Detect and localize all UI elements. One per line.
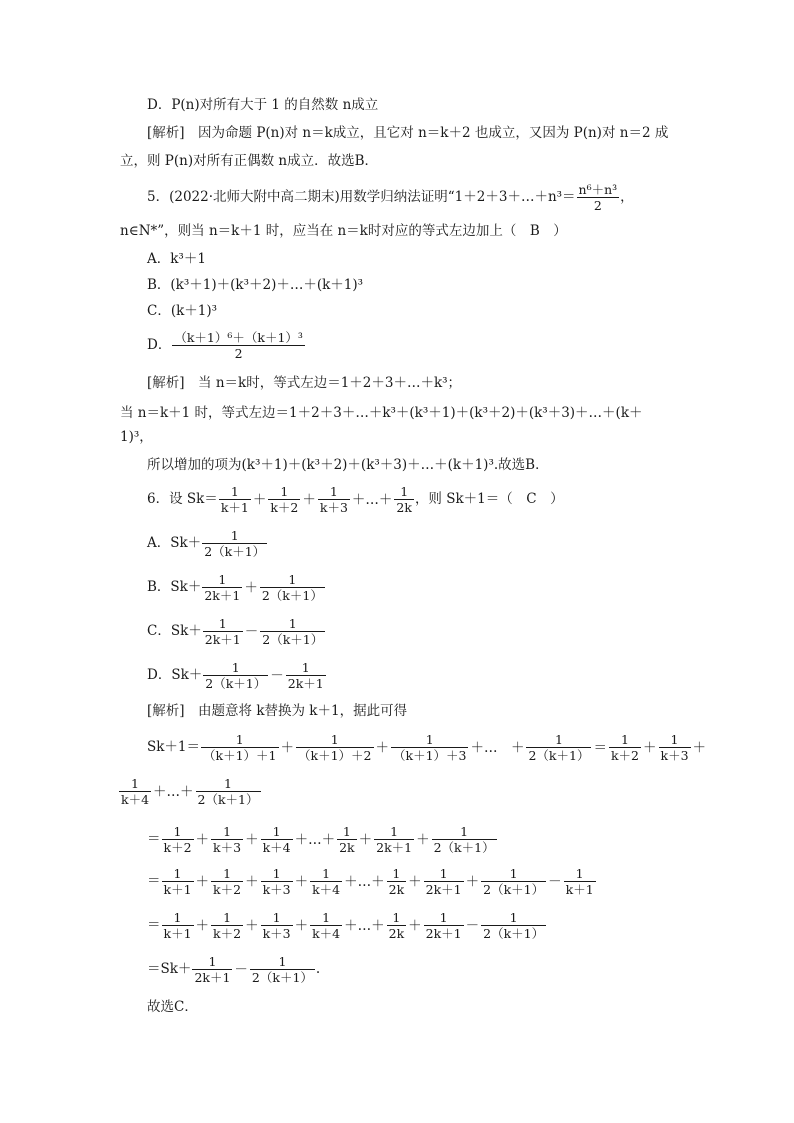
analysis-5-line-1: [解析] 当 n＝k时，等式左边＝1＋2＋3＋…＋k³；	[147, 375, 462, 391]
option-c: C．Sk＋ $\frac{1}{2k+1}$ － $\frac{1}{2(k+1)}$	[147, 616, 324, 647]
analysis-6-eq-4: ＝ $\frac{1}{k+1}$ ＋ $\frac{1}{k+2}$ ＋ $\frac{1}{k+3}$ ＋ $\frac{1}{k+4}$ ＋…＋ $\frac{1}{2k}$ ＋ $\frac{1}{2k+1}$ － $\frac{1}{2(k+1)}$	[147, 910, 545, 941]
option-b: B．(k³＋1)＋(k³＋2)＋…＋(k＋1)³	[147, 277, 364, 293]
analysis-6-intro: [解析] 由题意将 k替换为 k＋1，据此可得	[147, 703, 408, 719]
option-d: D． $\frac{\text{（k＋1）⁶＋（k＋1）³}}{2}$	[147, 330, 303, 361]
analysis-5-line-2: 当 n＝k＋1 时，等式左边＝1＋2＋3＋…＋k³＋(k³＋1)＋(k³＋2)＋(k³＋3)＋…＋(k＋	[120, 405, 643, 421]
fraction: $\frac{\text{（k＋1）⁶＋（k＋1）³}}{2}$	[174, 330, 303, 361]
analysis-6-eq-3: ＝ $\frac{1}{k+1}$ ＋ $\frac{1}{k+2}$ ＋ $\frac{1}{k+3}$ ＋ $\frac{1}{k+4}$ ＋…＋ $\frac{1}{2k}$ ＋ $\frac{1}{2k+1}$ ＋ $\frac{1}{2(k+1)}$ － $\frac{1}{k+1}$	[147, 866, 594, 897]
fraction: $\frac{\text{n⁶＋n³}}{2}$	[578, 182, 618, 213]
analysis-line-1: [解析] 因为命题 P(n)对 n＝k成立，且它对 n＝k＋2 也成立，又因为 P(n)对 n＝2 成	[147, 125, 669, 141]
analysis-6-eq-5: ＝Sk＋ $\frac{1}{2k+1}$ － $\frac{1}{2(k+1)}$ .	[147, 954, 321, 985]
option-d: D．Sk＋ $\frac{1}{2(k+1)}$ － $\frac{1}{2k+1}$	[147, 660, 324, 691]
option-a: A．Sk＋ $\frac{1}{2(k+1)}$	[147, 528, 266, 559]
option-a: A．k³＋1	[147, 251, 206, 267]
question-5-text: 5．(2022·北师大附中高二期末)用数学归纳法证明“1＋2＋3＋…＋n³＝	[147, 189, 576, 205]
analysis-5-line-3: 1)³，	[120, 429, 153, 445]
question-6: 6．设 Sk＝ $\frac{1}{k+1}$ ＋ $\frac{1}{k+2}$ ＋ $\frac{1}{k+3}$ ＋…＋ $\frac{1}{2k}$ ，则 Sk＋1＝（ C ）	[147, 484, 564, 515]
question-5-line-1: 5．(2022·北师大附中高二期末)用数学归纳法证明“1＋2＋3＋…＋n³＝ $\frac{\text{n⁶＋n³}}{2}$ ，	[147, 182, 634, 213]
option-b: B．Sk＋ $\frac{1}{2k+1}$ ＋ $\frac{1}{2(k+1)}$	[147, 572, 323, 603]
option-d-line: D．P(n)对所有大于 1 的自然数 n成立	[147, 97, 379, 113]
analysis-line-2: 立，则 P(n)对所有正偶数 n成立．故选B．	[120, 153, 379, 169]
option-c: C．(k＋1)³	[147, 303, 218, 319]
conclusion: 故选C．	[147, 999, 198, 1015]
analysis-6-eq-1: Sk＋1＝ $\frac{1}{(k+1)+1}$ ＋ $\frac{1}{(k+1)+2}$ ＋ $\frac{1}{(k+1)+3}$ ＋… ＋ $\frac{1}{2(k+1)}$ ＝ $\frac{1}{k+2}$ ＋ $\frac{1}{k+3}$ ＋	[147, 732, 707, 763]
analysis-6-eq-1-cont: $\frac{1}{k+4}$ ＋…＋ $\frac{1}{2(k+1)}$	[121, 776, 259, 807]
question-5-line-2: n∈N*”，则当 n＝k＋1 时，应当在 n＝k时对应的等式左边加上（ B ）	[120, 223, 567, 239]
analysis-5-line-4: 所以增加的项为(k³＋1)＋(k³＋2)＋(k³＋3)＋…＋(k＋1)³.故选B．	[147, 457, 549, 473]
analysis-6-eq-2: ＝ $\frac{1}{k+2}$ ＋ $\frac{1}{k+3}$ ＋ $\frac{1}{k+4}$ ＋…＋ $\frac{1}{2k}$ ＋ $\frac{1}{2k+1}$ ＋ $\frac{1}{2(k+1)}$	[147, 824, 495, 855]
